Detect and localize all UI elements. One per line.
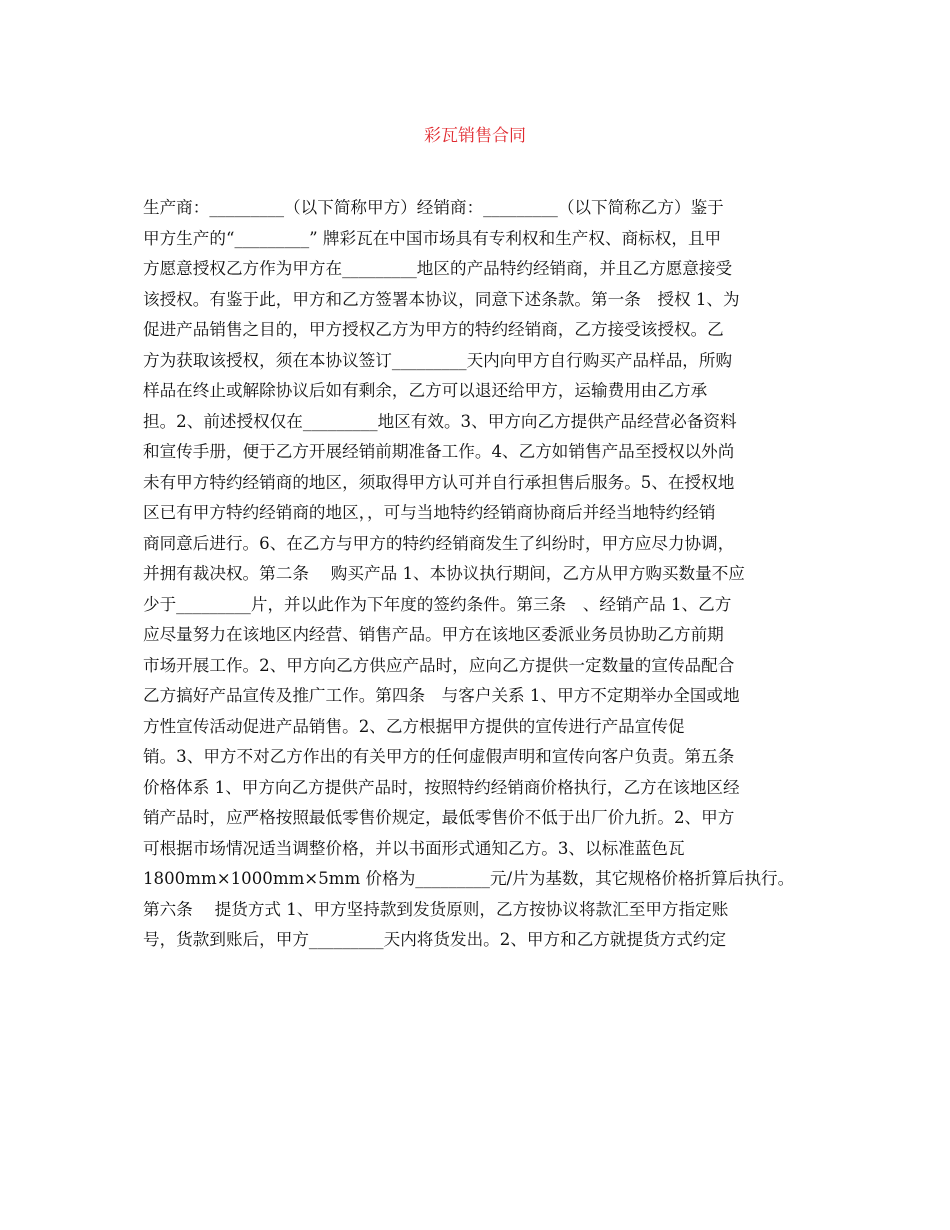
body-line: 未有甲方特约经销商的地区，须取得甲方认可并自行承担售后服务。5、在授权地 — [143, 472, 735, 492]
body-line: 该授权。有鉴于此，甲方和乙方签署本协议，同意下述条款。第一条 授权 1、为 — [143, 289, 740, 309]
body-line: 可根据市场情况适当调整价格，并以书面形式通知乙方。3、以标准蓝色瓦 — [143, 838, 685, 858]
document-title: 彩瓦销售合同 — [424, 126, 526, 146]
body-line: 样品在终止或解除协议后如有剩余，乙方可以退还给甲方，运输费用由乙方承 — [143, 381, 708, 400]
body-line: 区已有甲方特约经销商的地区，，可与当地特约经销商协商后并经当地特约经销 — [143, 503, 716, 522]
body-line: 少于_________片，并以此作为下年度的签约条件。第三条 、经销产品 1、乙方 — [143, 594, 732, 614]
body-line: 担。2、前述授权仅在_________地区有效。3、甲方向乙方提供产品经营必备资料 — [143, 411, 737, 431]
body-line: 方愿意授权乙方作为甲方在_________地区的产品特约经销商，并且乙方愿意接受 — [143, 259, 733, 278]
body-line: 号，货款到账后，甲方_________天内将货发出。2、甲方和乙方就提货方式约定 — [143, 930, 727, 949]
body-line: 乙方搞好产品宣传及推广工作。第四条 与客户关系 1、甲方不定期举办全国或地 — [143, 686, 740, 705]
body-line: 方性宣传活动促进产品销售。2、乙方根据甲方提供的宣传进行产品宣传促 — [143, 716, 685, 736]
body-line: 并拥有裁决权。第二条 购买产品 1、本协议执行期间，乙方从甲方购买数量不应 — [143, 564, 745, 583]
body-line: 应尽量努力在该地区内经营、销售产品。甲方在该地区委派业务员协助乙方前期 — [143, 625, 724, 644]
body-line: 甲方生产的“_________” 牌彩瓦在中国市场具有专利权和生产权、商标权，且甲 — [143, 228, 722, 248]
body-line: 方为获取该授权，须在本协议签订_________天内向甲方自行购买产品样品，所购 — [143, 350, 733, 370]
body-line: 和宣传手册，便于乙方开展经销前期准备工作。4、乙方如销售产品至授权以外尚 — [143, 442, 735, 461]
body-line: 促进产品销售之目的，甲方授权乙方为甲方的特约经销商，乙方接受该授权。乙 — [143, 320, 724, 339]
body-line: 销产品时，应严格按照最低零售价规定，最低零售价不低于出厂价九折。2、甲方 — [143, 808, 735, 827]
body-line: 市场开展工作。2、甲方向乙方供应产品时，应向乙方提供一定数量的宣传品配合 — [143, 655, 735, 675]
body-line: 第六条 提货方式 1、甲方坚持款到发货原则，乙方按协议将款汇至甲方指定账 — [143, 899, 729, 919]
body-line: 商同意后进行。6、在乙方与甲方的特约经销商发生了纠纷时，甲方应尽力协调， — [143, 533, 735, 553]
body-line: 销。3、甲方不对乙方作出的有关甲方的任何虚假声明和宣传向客户负责。第五条 — [143, 747, 735, 766]
contract-body — [143, 193, 813, 956]
body-line: 1800mm×1000mm×5mm 价格为_________元/片为基数，其它规格价格折算后执行。 — [143, 869, 795, 888]
body-line: 生产商：_________（以下简称甲方）经销商：_________（以下简称乙方）鉴于 — [143, 198, 724, 217]
body-line: 价格体系 1、甲方向乙方提供产品时，按照特约经销商价格执行，乙方在该地区经 — [143, 777, 740, 797]
